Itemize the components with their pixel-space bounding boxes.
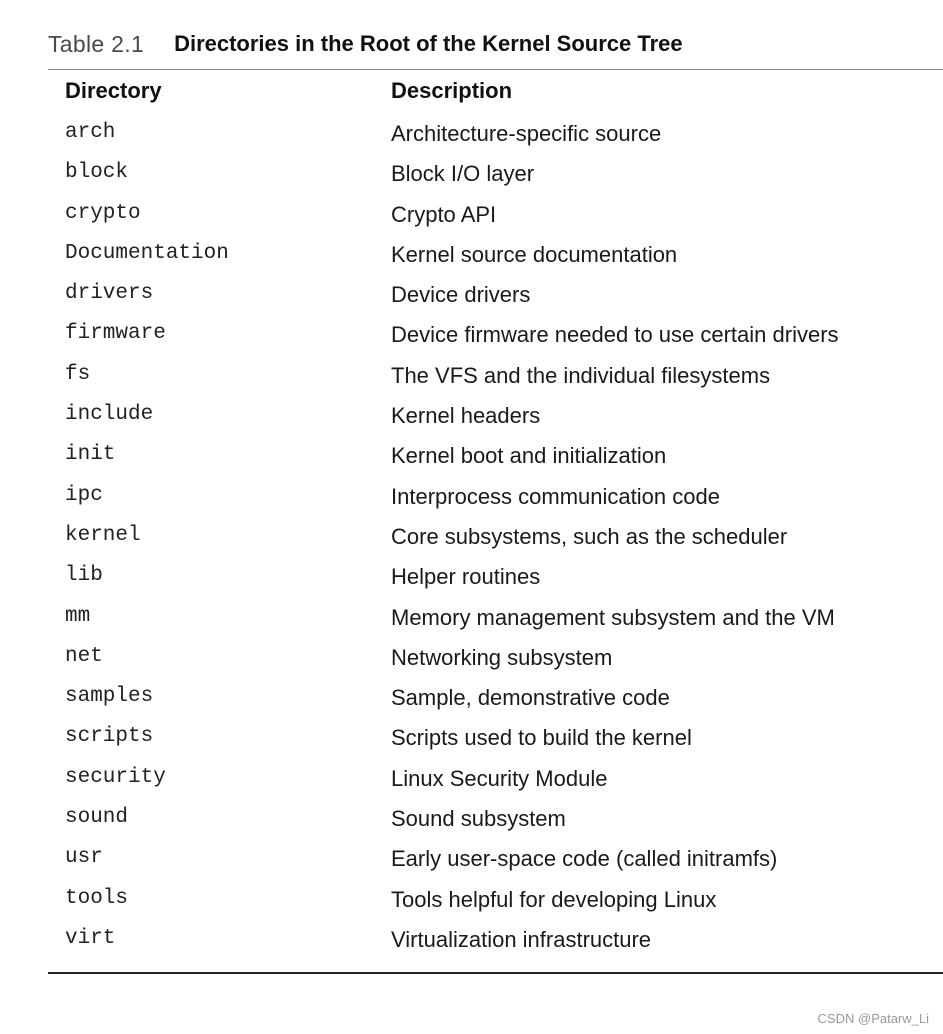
table-row [0, 561, 943, 601]
table-row [0, 440, 943, 480]
description-cell: Device firmware needed to use certain drivers [391, 322, 839, 348]
directory-cell: drivers [65, 282, 154, 306]
directory-cell: sound [65, 806, 129, 830]
directory-cell: fs [65, 362, 91, 386]
table-row [0, 763, 943, 803]
table-row [0, 360, 943, 400]
table-title: Directories in the Root of the Kernel Source Tree [174, 31, 683, 56]
description-cell: Kernel boot and initialization [391, 443, 667, 469]
table-row [0, 319, 943, 359]
table-body [0, 118, 943, 964]
description-cell: Early user-space code (called initramfs) [391, 846, 778, 872]
directory-cell: arch [65, 121, 116, 144]
column-header-directory: Directory [65, 78, 162, 103]
description-cell: Helper routines [391, 564, 541, 590]
table-row [0, 803, 943, 843]
directory-cell: tools [65, 886, 129, 910]
description-cell: Kernel headers [391, 403, 541, 429]
directory-cell: security [65, 765, 166, 789]
description-cell: Sample, demonstrative code [391, 685, 670, 711]
directory-cell: include [65, 403, 154, 427]
table-row [0, 239, 943, 279]
description-cell: Sound subsystem [391, 806, 566, 832]
table-row [0, 722, 943, 762]
directory-cell: samples [65, 685, 154, 709]
table-row [0, 521, 943, 561]
directory-cell: Documentation [65, 241, 229, 265]
description-cell: Device drivers [391, 282, 531, 308]
description-cell: Interprocess communication code [391, 483, 720, 509]
table-row [0, 400, 943, 440]
directory-cell: init [65, 443, 116, 467]
directory-cell: crypto [65, 201, 141, 225]
description-cell: Linux Security Module [391, 765, 608, 791]
directory-cell: usr [65, 846, 103, 870]
directory-cell: ipc [65, 483, 103, 507]
directory-cell: scripts [65, 725, 154, 749]
description-cell: Networking subsystem [391, 644, 613, 670]
table-row [0, 843, 943, 883]
table-row [0, 279, 943, 319]
directory-cell: block [65, 161, 129, 185]
table-number: Table 2.1 [48, 30, 145, 57]
description-cell: Block I/O layer [391, 161, 535, 187]
description-cell: Kernel source documentation [391, 241, 678, 267]
table-row [0, 642, 943, 682]
table-row [0, 481, 943, 521]
description-cell: Crypto API [391, 201, 497, 227]
table-row [0, 118, 943, 158]
table-row [0, 199, 943, 239]
table-row [0, 884, 943, 924]
directory-cell: net [65, 644, 103, 668]
table-row [0, 924, 943, 964]
description-cell: Scripts used to build the kernel [391, 725, 692, 751]
table-row [0, 602, 943, 642]
description-cell: The VFS and the individual filesystems [391, 362, 771, 388]
column-header-description: Description [391, 78, 513, 103]
directory-cell: virt [65, 926, 116, 950]
description-cell: Core subsystems, such as the scheduler [391, 523, 788, 549]
table-row [0, 158, 943, 198]
directory-cell: firmware [65, 322, 166, 346]
table-caption [48, 30, 683, 58]
description-cell: Tools helpful for developing Linux [391, 886, 717, 912]
top-rule [48, 69, 943, 70]
description-cell: Virtualization infrastructure [391, 926, 652, 952]
table-row [0, 682, 943, 722]
directory-cell: lib [65, 564, 103, 588]
bottom-rule [48, 972, 943, 974]
directory-cell: kernel [65, 523, 141, 547]
table-header-row [0, 76, 943, 108]
watermark: CSDN @Patarw_Li [817, 1011, 929, 1026]
directory-cell: mm [65, 604, 91, 628]
description-cell: Architecture-specific source [391, 121, 662, 146]
description-cell: Memory management subsystem and the VM [391, 604, 835, 630]
